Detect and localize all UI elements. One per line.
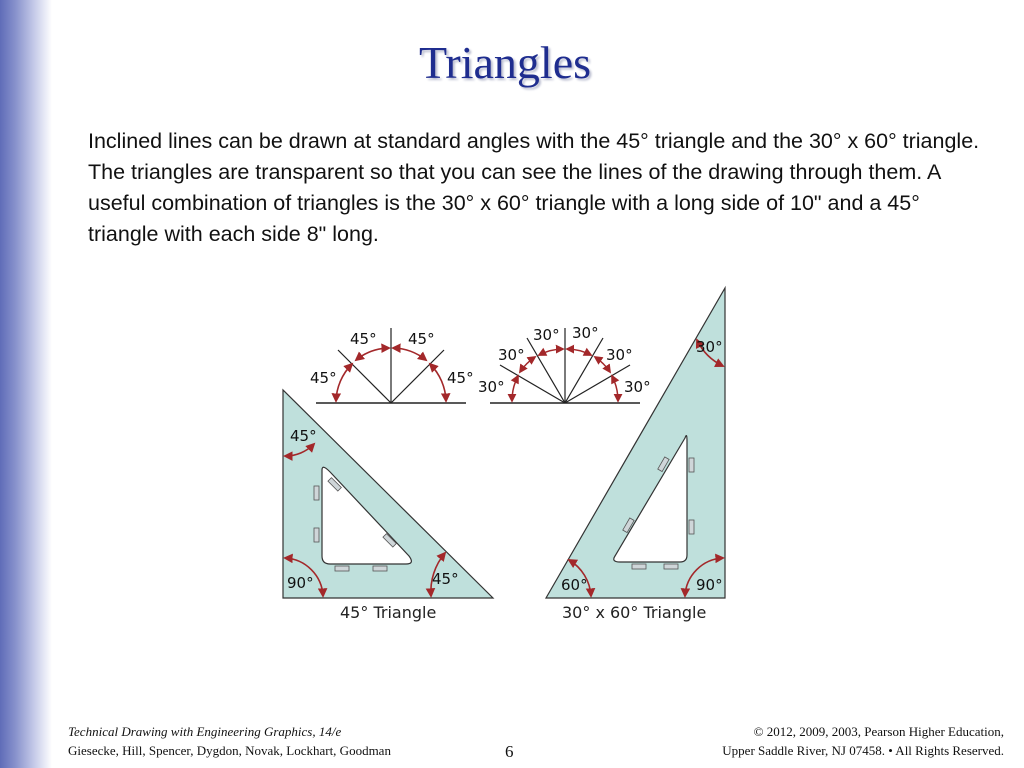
fan-30-diagram (478, 324, 651, 403)
tri45-caption: 45° Triangle (340, 603, 437, 622)
fan45-left-label: 45° (310, 369, 337, 387)
footer-rights: Upper Saddle River, NJ 07458. • All Rights Reserved. (722, 743, 1004, 758)
tri45-bottom-right-angle: 45° (432, 570, 459, 588)
tri45-top-angle: 45° (290, 427, 317, 445)
fan30-r3-label: 30° (572, 324, 599, 342)
tri3060-bottom-right-angle: 90° (696, 576, 723, 594)
fan30-l2-label: 30° (498, 346, 525, 364)
tri45-bottom-left-angle: 90° (287, 574, 314, 592)
fan45-right-upper-label: 45° (408, 330, 435, 348)
tri3060-caption: 30° x 60° Triangle (562, 603, 707, 622)
fan30-l1-label: 30° (478, 378, 505, 396)
slide-body-text: Inclined lines can be drawn at standard angles with the 45° triangle and the 30° x 60° triangle. The triangles are transparent so that you can see the lines of the drawing through them. A useful combination of triangles is the 30° x 60° triangle with a long side of 10" and a 45° triangle with each side 8" long. (88, 129, 980, 246)
fan30-r2-label: 30° (606, 346, 633, 364)
footer-book-title: Technical Drawing with Engineering Graphics, 14/e (68, 724, 342, 739)
fan45-right-label: 45° (447, 369, 474, 387)
footer-copyright-block (722, 722, 1004, 760)
footer-book-info (68, 722, 391, 760)
triangle-45 (283, 390, 493, 622)
tri3060-bottom-left-angle: 60° (561, 576, 588, 594)
fan30-l3-label: 30° (533, 326, 560, 344)
fan30-r1-label: 30° (624, 378, 651, 396)
triangles-figure (270, 280, 740, 630)
fan45-left-upper-label: 45° (350, 330, 377, 348)
page-number: 6 (505, 742, 514, 761)
left-gradient-bar (0, 0, 52, 768)
footer-authors: Giesecke, Hill, Spencer, Dygdon, Novak, Lockhart, Goodman (68, 743, 391, 758)
footer-copyright: © 2012, 2009, 2003, Pearson Higher Education, (753, 724, 1004, 739)
slide-title: Triangles (418, 37, 592, 88)
tri3060-top-angle: 30° (696, 338, 723, 356)
fan-45-diagram (310, 328, 474, 403)
